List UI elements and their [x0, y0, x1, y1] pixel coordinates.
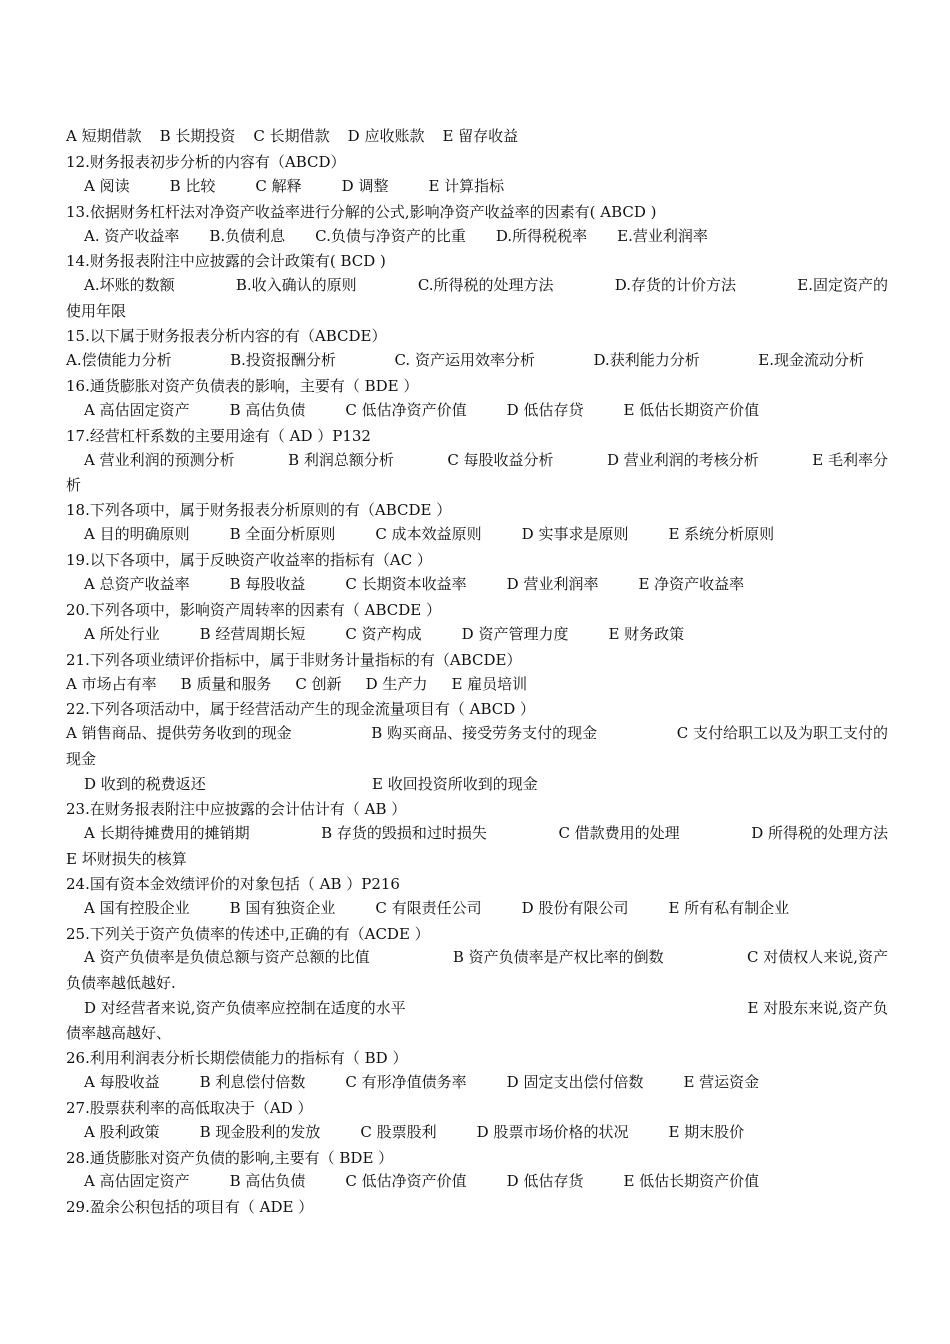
- option-e: E 雇员培训: [451, 674, 528, 693]
- option-e: E.现金流动分析: [758, 351, 864, 370]
- option-c: C 解释: [255, 176, 302, 195]
- question-20: 20.下列各项中，影响资产周转率的因素有（ ABCDE ）: [66, 600, 441, 619]
- option-d: D 收到的税费返还: [84, 775, 206, 794]
- option-d: D 生产力: [365, 674, 428, 693]
- question-16: 16.通货膨胀对资产负债表的影响，主要有（ BDE ）: [66, 376, 419, 395]
- option-c: C 长期借款: [253, 127, 330, 145]
- option-a: A 长期待摊费用的摊销期: [84, 823, 250, 842]
- option-b: B 每股收益: [229, 575, 306, 594]
- option-e: E 营运资金: [683, 1072, 760, 1091]
- question-list: [66, 125, 888, 1220]
- options-row-11: [66, 125, 888, 150]
- option-c: C. 资产运用效率分析: [394, 351, 535, 370]
- continuation-25-second: 债率越高越好、: [66, 1024, 172, 1043]
- option-e: E.固定资产的: [797, 276, 888, 295]
- option-b: B 高估负债: [229, 1172, 306, 1191]
- option-c: C 支付给职工以及为职工支付的: [676, 724, 888, 743]
- option-d: D.所得税税率: [495, 226, 588, 245]
- option-e: E 期末股价: [668, 1122, 745, 1141]
- options-row-27: [66, 1121, 888, 1146]
- options-row-23: [66, 822, 888, 847]
- continuation-25: 负债率越低越好.: [66, 974, 176, 993]
- option-e: E 收回投资所收到的现金: [372, 775, 538, 794]
- option-e: E 毛利率分: [812, 450, 888, 469]
- option-a: A 每股收益: [84, 1072, 160, 1091]
- question-29: 29.盈余公积包括的项目有（ ADE ）: [66, 1198, 314, 1217]
- option-b: B 现金股利的发放: [199, 1122, 321, 1141]
- options-row-13: [66, 225, 888, 250]
- option-a: A 高估固定资产: [84, 1172, 190, 1191]
- option-b: B.负债利息: [209, 226, 286, 245]
- options-row-16: [66, 399, 888, 424]
- option-b: B 全面分析原则: [229, 525, 336, 544]
- option-b: B 高估负债: [229, 400, 306, 419]
- question-13: 13.依据财务杠杆法对净资产收益率进行分解的公式,影响净资产收益率的因素有( ABCD ): [66, 202, 657, 221]
- options-row-22: [66, 722, 888, 747]
- option-c: C 资产构成: [345, 624, 422, 643]
- option-e: E 系统分析原则: [668, 525, 775, 544]
- option-b: B 比较: [169, 176, 216, 195]
- option-b: B 利息偿付倍数: [199, 1072, 306, 1091]
- option-d: D 低估存货: [506, 1172, 584, 1191]
- option-b: B 利润总额分析: [288, 450, 394, 469]
- option-e: E 对股东来说,资产负: [747, 999, 888, 1018]
- option-a: A 所处行业: [84, 624, 160, 643]
- question-22: 22.下列各项活动中，属于经营活动产生的现金流量项目有（ ABCD ）: [66, 700, 536, 719]
- option-a: A 阅读: [84, 176, 130, 195]
- option-b: B.投资报酬分析: [230, 351, 336, 370]
- option-b: B 质量和服务: [180, 674, 272, 693]
- question-12: 12.财务报表初步分析的内容有（ABCD）: [66, 152, 346, 171]
- options-row-12: [66, 175, 888, 200]
- option-e: E 所有私有制企业: [668, 898, 790, 917]
- option-c: C 借款费用的处理: [558, 823, 680, 842]
- options-row-28: [66, 1170, 888, 1195]
- continuation-22: 现金: [66, 750, 97, 769]
- options-row-17: [66, 449, 888, 474]
- option-b: B 长期投资: [159, 127, 236, 145]
- option-e: E 低估长期资产价值: [623, 1172, 760, 1191]
- option-d: D.获利能力分析: [593, 351, 700, 370]
- options-row-26: [66, 1071, 888, 1096]
- options-row-18: [66, 523, 888, 548]
- option-c: C 有形净值债务率: [345, 1072, 467, 1091]
- option-d: D 所得税的处理方法: [751, 823, 888, 842]
- options-row-14: [66, 274, 888, 299]
- option-d: D 固定支出偿付倍数: [506, 1072, 644, 1091]
- option-c: C.所得税的处理方法: [417, 276, 554, 295]
- option-c: C 创新: [295, 674, 342, 693]
- question-23: 23.在财务报表附注中应披露的会计估计有（ AB ）: [66, 800, 407, 819]
- option-e: E 留存收益: [442, 127, 519, 145]
- option-d: D 调整: [341, 176, 389, 195]
- question-15: 15.以下属于财务报表分析内容的有（ABCDE）: [66, 327, 387, 346]
- question-14: 14.财务报表附注中应披露的会计政策有( BCD ): [66, 252, 386, 271]
- option-b: B 经营周期长短: [199, 624, 306, 643]
- option-d: D 应收账款: [347, 127, 425, 145]
- option-e: E 净资产收益率: [638, 575, 745, 594]
- question-28: 28.通货膨胀对资产负债的影响,主要有（ BDE ）: [66, 1148, 394, 1167]
- option-d: D 股票市场价格的状况: [476, 1122, 629, 1141]
- question-25: 25.下列关于资产负债率的传述中,正确的有（ACDE ）: [66, 924, 430, 943]
- options-row-24: [66, 897, 888, 922]
- option-a: A 资产负债率是负债总额与资产总额的比值: [84, 948, 370, 967]
- option-c: C 每股收益分析: [447, 450, 554, 469]
- option-c: C 低估净资产价值: [345, 400, 467, 419]
- option-d: D.存货的计价方法: [614, 276, 737, 295]
- option-e: E 计算指标: [428, 176, 505, 195]
- option-a: A 高估固定资产: [84, 400, 190, 419]
- option-c: C 长期资本收益率: [345, 575, 467, 594]
- question-24: 24.国有资本金效绩评价的对象包括（ AB ）P216: [66, 874, 400, 893]
- question-21: 21.下列各项业绩评价指标中，属于非财务计量指标的有（ABCDE）: [66, 650, 522, 669]
- option-c: C 成本效益原则: [375, 525, 482, 544]
- option-a: A.坏账的数额: [84, 276, 175, 295]
- option-a: A 总资产收益率: [84, 575, 190, 594]
- options-row-15: [66, 349, 888, 374]
- option-a: A. 资产收益率: [84, 226, 180, 245]
- continuation-14: 使用年限: [66, 302, 127, 321]
- continuation-17: 析: [66, 476, 82, 495]
- option-a: A 销售商品、提供劳务收到的现金: [66, 724, 292, 743]
- option-d: D 实事求是原则: [521, 525, 629, 544]
- option-a: A 目的明确原则: [84, 525, 190, 544]
- option-e: E.营业利润率: [617, 226, 708, 245]
- option-b: B 存货的毁损和过时损失: [321, 823, 487, 842]
- option-d: D 低估存贷: [506, 400, 584, 419]
- options-row-19: [66, 573, 888, 598]
- option-a: A 国有控股企业: [84, 898, 190, 917]
- options-row-25-second: [66, 996, 888, 1021]
- option-b: B 国有独资企业: [229, 898, 336, 917]
- option-d: D 资产管理力度: [461, 624, 569, 643]
- option-e: E 低估长期资产价值: [623, 400, 760, 419]
- option-a: A 营业利润的预测分析: [84, 450, 235, 469]
- option-b: B 购买商品、接受劳务支付的现金: [371, 724, 598, 743]
- options-row-25: [66, 946, 888, 971]
- options-row-21: [66, 673, 888, 698]
- question-26: 26.利用利润表分析长期偿债能力的指标有（ BD ）: [66, 1048, 408, 1067]
- option-b: B.收入确认的原则: [235, 276, 357, 295]
- option-c: C 低估净资产价值: [345, 1172, 467, 1191]
- option-b: B 资产负债率是产权比率的倒数: [452, 948, 664, 967]
- option-d: D 营业利润的考核分析: [607, 450, 759, 469]
- question-17: 17.经营杠杆系数的主要用途有（ AD ）P132: [66, 426, 371, 445]
- option-d: D 股份有限公司: [521, 898, 629, 917]
- option-c: C 股票股利: [360, 1122, 437, 1141]
- question-19: 19.以下各项中，属于反映资产收益率的指标有（AC ）: [66, 551, 432, 570]
- options-row-20: [66, 623, 888, 648]
- options-row-22-second: [66, 772, 888, 797]
- option-a: A.偿债能力分析: [66, 351, 172, 370]
- option-c: C 对债权人来说,资产: [746, 948, 888, 967]
- continuation-23: E 坏财损失的核算: [66, 849, 187, 868]
- question-27: 27.股票获利率的高低取决于（AD ）: [66, 1098, 313, 1117]
- question-18: 18.下列各项中，属于财务报表分析原则的有（ABCDE ）: [66, 501, 452, 520]
- option-a: A 市场占有率: [66, 674, 157, 693]
- option-d: D 对经营者来说,资产负债率应控制在适度的水平: [84, 999, 406, 1018]
- option-e: E 财务政策: [608, 624, 685, 643]
- option-c: C.负债与净资产的比重: [315, 226, 466, 245]
- option-c: C 有限责任公司: [375, 898, 482, 917]
- option-d: D 营业利润率: [506, 575, 599, 594]
- option-a: A 短期借款: [66, 127, 142, 145]
- option-a: A 股利政策: [84, 1122, 160, 1141]
